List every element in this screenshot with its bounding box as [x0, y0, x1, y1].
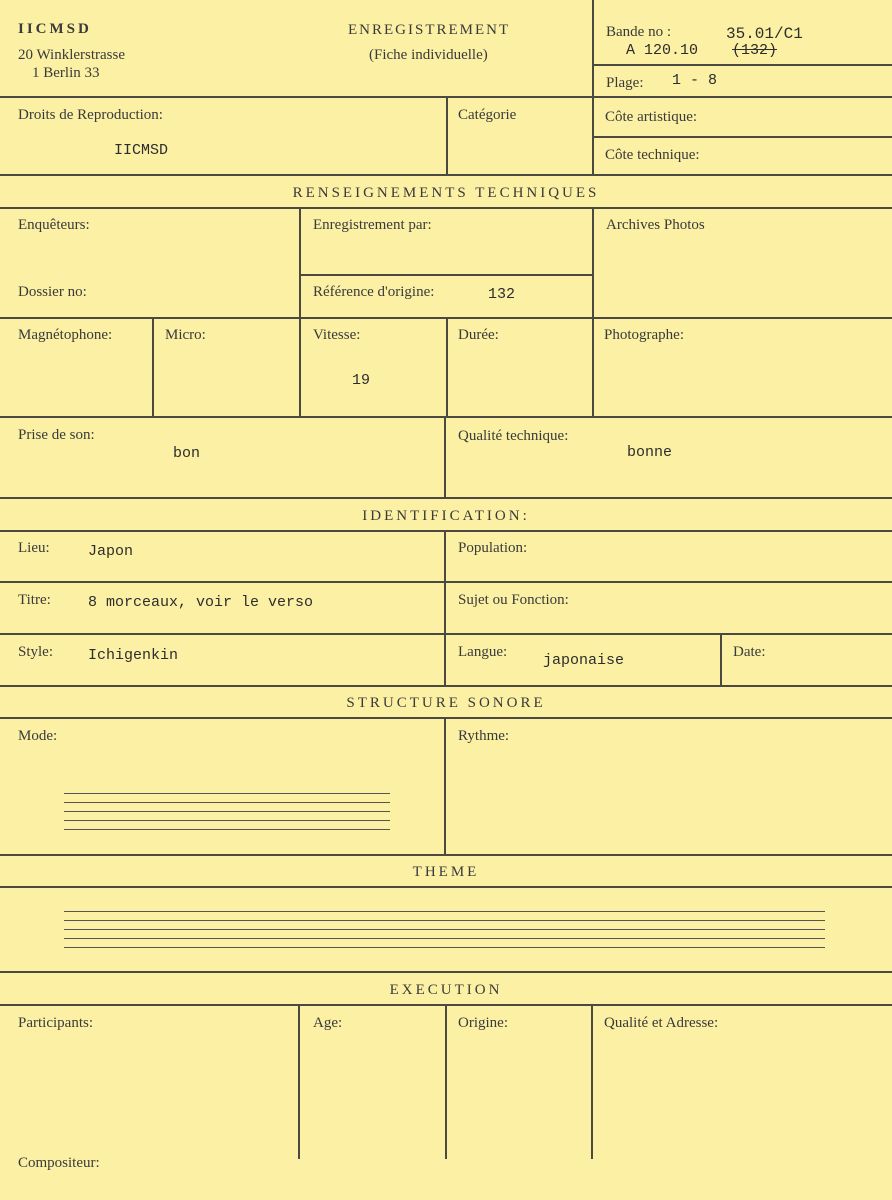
divider [591, 1004, 593, 1159]
plage-value: 1 - 8 [672, 72, 718, 89]
population-label: Population: [458, 540, 528, 556]
micro-label: Micro: [165, 327, 206, 343]
qualite-technique-value: bonne [627, 444, 673, 461]
participants-label: Participants: [18, 1015, 93, 1031]
divider [0, 497, 892, 499]
staff-line [64, 811, 390, 812]
divider [0, 633, 892, 635]
magnetophone-label: Magnétophone: [18, 327, 113, 343]
divider [592, 207, 594, 416]
titre-value: 8 morceaux, voir le verso [88, 594, 314, 611]
rythme-label: Rythme: [458, 728, 510, 744]
style-label: Style: [18, 644, 54, 660]
address-city: 1 Berlin 33 [32, 65, 100, 81]
staff-line [64, 920, 825, 921]
bande-value-2: A 120.10 [626, 42, 699, 59]
sujet-label: Sujet ou Fonction: [458, 592, 569, 608]
cote-artistique-label: Côte artistique: [605, 109, 698, 125]
droits-value: IICMSD [114, 142, 169, 159]
age-label: Age: [313, 1015, 343, 1031]
reference-value: 132 [488, 286, 516, 303]
divider [0, 581, 892, 583]
staff-line [64, 820, 390, 821]
divider [446, 96, 448, 174]
section-title-technique: RENSEIGNEMENTS TECHNIQUES [292, 185, 600, 201]
divider [592, 0, 594, 174]
vitesse-value: 19 [352, 372, 371, 389]
divider [0, 854, 892, 856]
staff-line [64, 947, 825, 948]
prise-label: Prise de son: [18, 427, 95, 443]
dossier-label: Dossier no: [18, 284, 87, 300]
date-label: Date: [733, 644, 766, 660]
qualite-adresse-label: Qualité et Adresse: [604, 1015, 719, 1031]
divider [444, 530, 446, 685]
divider [0, 886, 892, 888]
categorie-label: Catégorie [458, 107, 517, 123]
mode-label: Mode: [18, 728, 58, 744]
address-street: 20 Winklerstrasse [18, 47, 126, 63]
prise-value: bon [173, 445, 201, 462]
bande-label: Bande no : [606, 24, 671, 40]
divider [444, 416, 446, 497]
titre-label: Titre: [18, 592, 51, 608]
divider [0, 971, 892, 973]
divider [592, 136, 892, 138]
section-title-theme: THEME [412, 864, 480, 880]
divider [444, 717, 446, 854]
staff-line [64, 938, 825, 939]
enregistrement-par-label: Enregistrement par: [313, 217, 432, 233]
divider [299, 274, 592, 276]
staff-line [64, 793, 390, 794]
form-title: ENREGISTREMENT [348, 22, 511, 38]
langue-value: japonaise [543, 652, 625, 669]
reference-label: Référence d'origine: [313, 284, 435, 300]
divider [592, 64, 892, 66]
lieu-label: Lieu: [18, 540, 50, 556]
divider [298, 1004, 300, 1159]
enqueteurs-label: Enquêteurs: [18, 217, 90, 233]
qualite-technique-label: Qualité technique: [458, 428, 569, 444]
lieu-value: Japon [88, 543, 134, 560]
style-value: Ichigenkin [88, 647, 179, 664]
staff-line [64, 929, 825, 930]
divider [446, 317, 448, 416]
staff-line [64, 829, 390, 830]
bande-struck-value: (132) [732, 42, 778, 59]
divider [0, 530, 892, 532]
cote-technique-label: Côte technique: [605, 147, 700, 163]
bande-value: 35.01/C1 [726, 25, 803, 43]
plage-label: Plage: [606, 75, 644, 91]
divider [0, 685, 892, 687]
vitesse-label: Vitesse: [313, 327, 361, 343]
photographe-label: Photographe: [604, 327, 684, 343]
form-subtitle: (Fiche individuelle) [369, 47, 488, 63]
section-title-execution: EXECUTION [389, 982, 503, 998]
archives-photos-label: Archives Photos [606, 217, 705, 233]
divider [0, 717, 892, 719]
divider [152, 317, 154, 416]
section-title-identification: IDENTIFICATION: [362, 508, 530, 524]
divider [0, 174, 892, 176]
divider [720, 633, 722, 685]
staff-line [64, 802, 390, 803]
section-title-structure: STRUCTURE SONORE [346, 695, 546, 711]
duree-label: Durée: [458, 327, 499, 343]
langue-label: Langue: [458, 644, 508, 660]
divider [0, 207, 892, 209]
staff-line [64, 911, 825, 912]
institute-name: IICMSD [18, 21, 92, 37]
origine-label: Origine: [458, 1015, 508, 1031]
divider [445, 1004, 447, 1159]
divider [0, 416, 892, 418]
droits-label: Droits de Reproduction: [18, 107, 163, 123]
divider [299, 207, 301, 416]
compositeur-label: Compositeur: [18, 1155, 100, 1171]
